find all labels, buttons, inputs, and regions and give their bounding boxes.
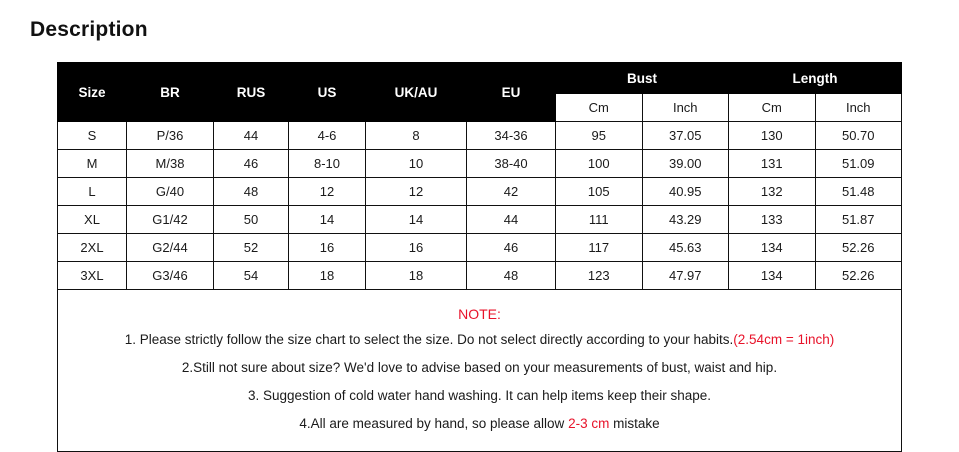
note-line-2: 2.Still not sure about size? We'd love to advise based on your measurements of bust, waist and hip. (181, 359, 778, 375)
cell-br: G1/42 (127, 206, 214, 234)
note-line-4-text-a: 4.All are measured by hand, so please allow (299, 415, 569, 431)
note-line-4-tolerance: 2-3 cm (568, 415, 610, 431)
cell-br: G2/44 (127, 234, 214, 262)
table-row (58, 206, 902, 234)
cell-size: 3XL (58, 262, 127, 290)
cell-rus: 46 (214, 150, 289, 178)
cell-bust-inch: 37.05 (642, 122, 729, 150)
cell-bust-cm: 117 (556, 234, 643, 262)
cell-eu: 42 (467, 178, 556, 206)
cell-br: G3/46 (127, 262, 214, 290)
cell-br: P/36 (127, 122, 214, 150)
cell-length-cm: 134 (729, 234, 816, 262)
cell-eu: 38-40 (467, 150, 556, 178)
cell-length-inch: 52.26 (815, 234, 902, 262)
cell-br: G/40 (127, 178, 214, 206)
note-title: NOTE: (458, 306, 501, 322)
cell-eu: 44 (467, 206, 556, 234)
cell-bust-cm: 95 (556, 122, 643, 150)
table-header-row-main (58, 63, 902, 94)
table-row (58, 234, 902, 262)
header-rus: RUS (214, 63, 289, 122)
cell-uk-au: 14 (366, 206, 467, 234)
cell-length-inch: 51.87 (815, 206, 902, 234)
note-line-4 (70, 416, 889, 433)
cell-size: XL (58, 206, 127, 234)
header-length: Length (729, 63, 902, 94)
cell-uk-au: 16 (366, 234, 467, 262)
size-chart-body (58, 122, 902, 290)
header-length-inch: Inch (815, 94, 902, 122)
size-chart-head (58, 63, 902, 122)
table-row (58, 262, 902, 290)
cell-length-cm: 131 (729, 150, 816, 178)
note-block (57, 290, 902, 452)
size-chart-container (57, 62, 902, 452)
cell-rus: 48 (214, 178, 289, 206)
cell-bust-cm: 111 (556, 206, 643, 234)
cell-size: M (58, 150, 127, 178)
cell-length-inch: 50.70 (815, 122, 902, 150)
cell-bust-cm: 100 (556, 150, 643, 178)
header-size: Size (58, 63, 127, 122)
cell-eu: 34-36 (467, 122, 556, 150)
cell-rus: 52 (214, 234, 289, 262)
cell-uk-au: 10 (366, 150, 467, 178)
header-bust-cm: Cm (556, 94, 643, 122)
table-row (58, 122, 902, 150)
cell-bust-inch: 40.95 (642, 178, 729, 206)
cell-us: 12 (289, 178, 366, 206)
cell-us: 18 (289, 262, 366, 290)
page-title: Description (30, 18, 148, 41)
cell-uk-au: 18 (366, 262, 467, 290)
header-br: BR (127, 63, 214, 122)
cell-us: 16 (289, 234, 366, 262)
cell-bust-inch: 39.00 (642, 150, 729, 178)
size-chart-table (57, 62, 902, 290)
header-us: US (289, 63, 366, 122)
cell-length-inch: 51.48 (815, 178, 902, 206)
cell-eu: 46 (467, 234, 556, 262)
note-line-1-text: 1. Please strictly follow the size chart to select the size. Do not select directly according to your habits. (124, 332, 734, 347)
cell-size: 2XL (58, 234, 127, 262)
cell-bust-cm: 123 (556, 262, 643, 290)
cell-rus: 50 (214, 206, 289, 234)
cell-length-cm: 134 (729, 262, 816, 290)
cell-us: 4-6 (289, 122, 366, 150)
cell-rus: 44 (214, 122, 289, 150)
cell-length-cm: 132 (729, 178, 816, 206)
header-uk-au: UK/AU (366, 63, 467, 122)
note-line-1-conversion: (2.54cm = 1inch) (733, 332, 835, 347)
note-line-3: 3. Suggestion of cold water hand washing. It can help items keep their shape. (247, 387, 712, 403)
cell-bust-cm: 105 (556, 178, 643, 206)
note-line-4-text-c: mistake (609, 415, 660, 431)
cell-us: 14 (289, 206, 366, 234)
header-length-cm: Cm (729, 94, 816, 122)
table-row (58, 178, 902, 206)
cell-bust-inch: 47.97 (642, 262, 729, 290)
header-bust-inch: Inch (642, 94, 729, 122)
cell-length-cm: 133 (729, 206, 816, 234)
cell-length-inch: 51.09 (815, 150, 902, 178)
cell-uk-au: 12 (366, 178, 467, 206)
cell-us: 8-10 (289, 150, 366, 178)
header-eu: EU (467, 63, 556, 122)
cell-length-cm: 130 (729, 122, 816, 150)
cell-size: S (58, 122, 127, 150)
note-line-1 (70, 332, 889, 349)
cell-length-inch: 52.26 (815, 262, 902, 290)
cell-rus: 54 (214, 262, 289, 290)
cell-size: L (58, 178, 127, 206)
cell-uk-au: 8 (366, 122, 467, 150)
cell-bust-inch: 45.63 (642, 234, 729, 262)
header-bust: Bust (556, 63, 729, 94)
cell-bust-inch: 43.29 (642, 206, 729, 234)
cell-eu: 48 (467, 262, 556, 290)
cell-br: M/38 (127, 150, 214, 178)
table-row (58, 150, 902, 178)
